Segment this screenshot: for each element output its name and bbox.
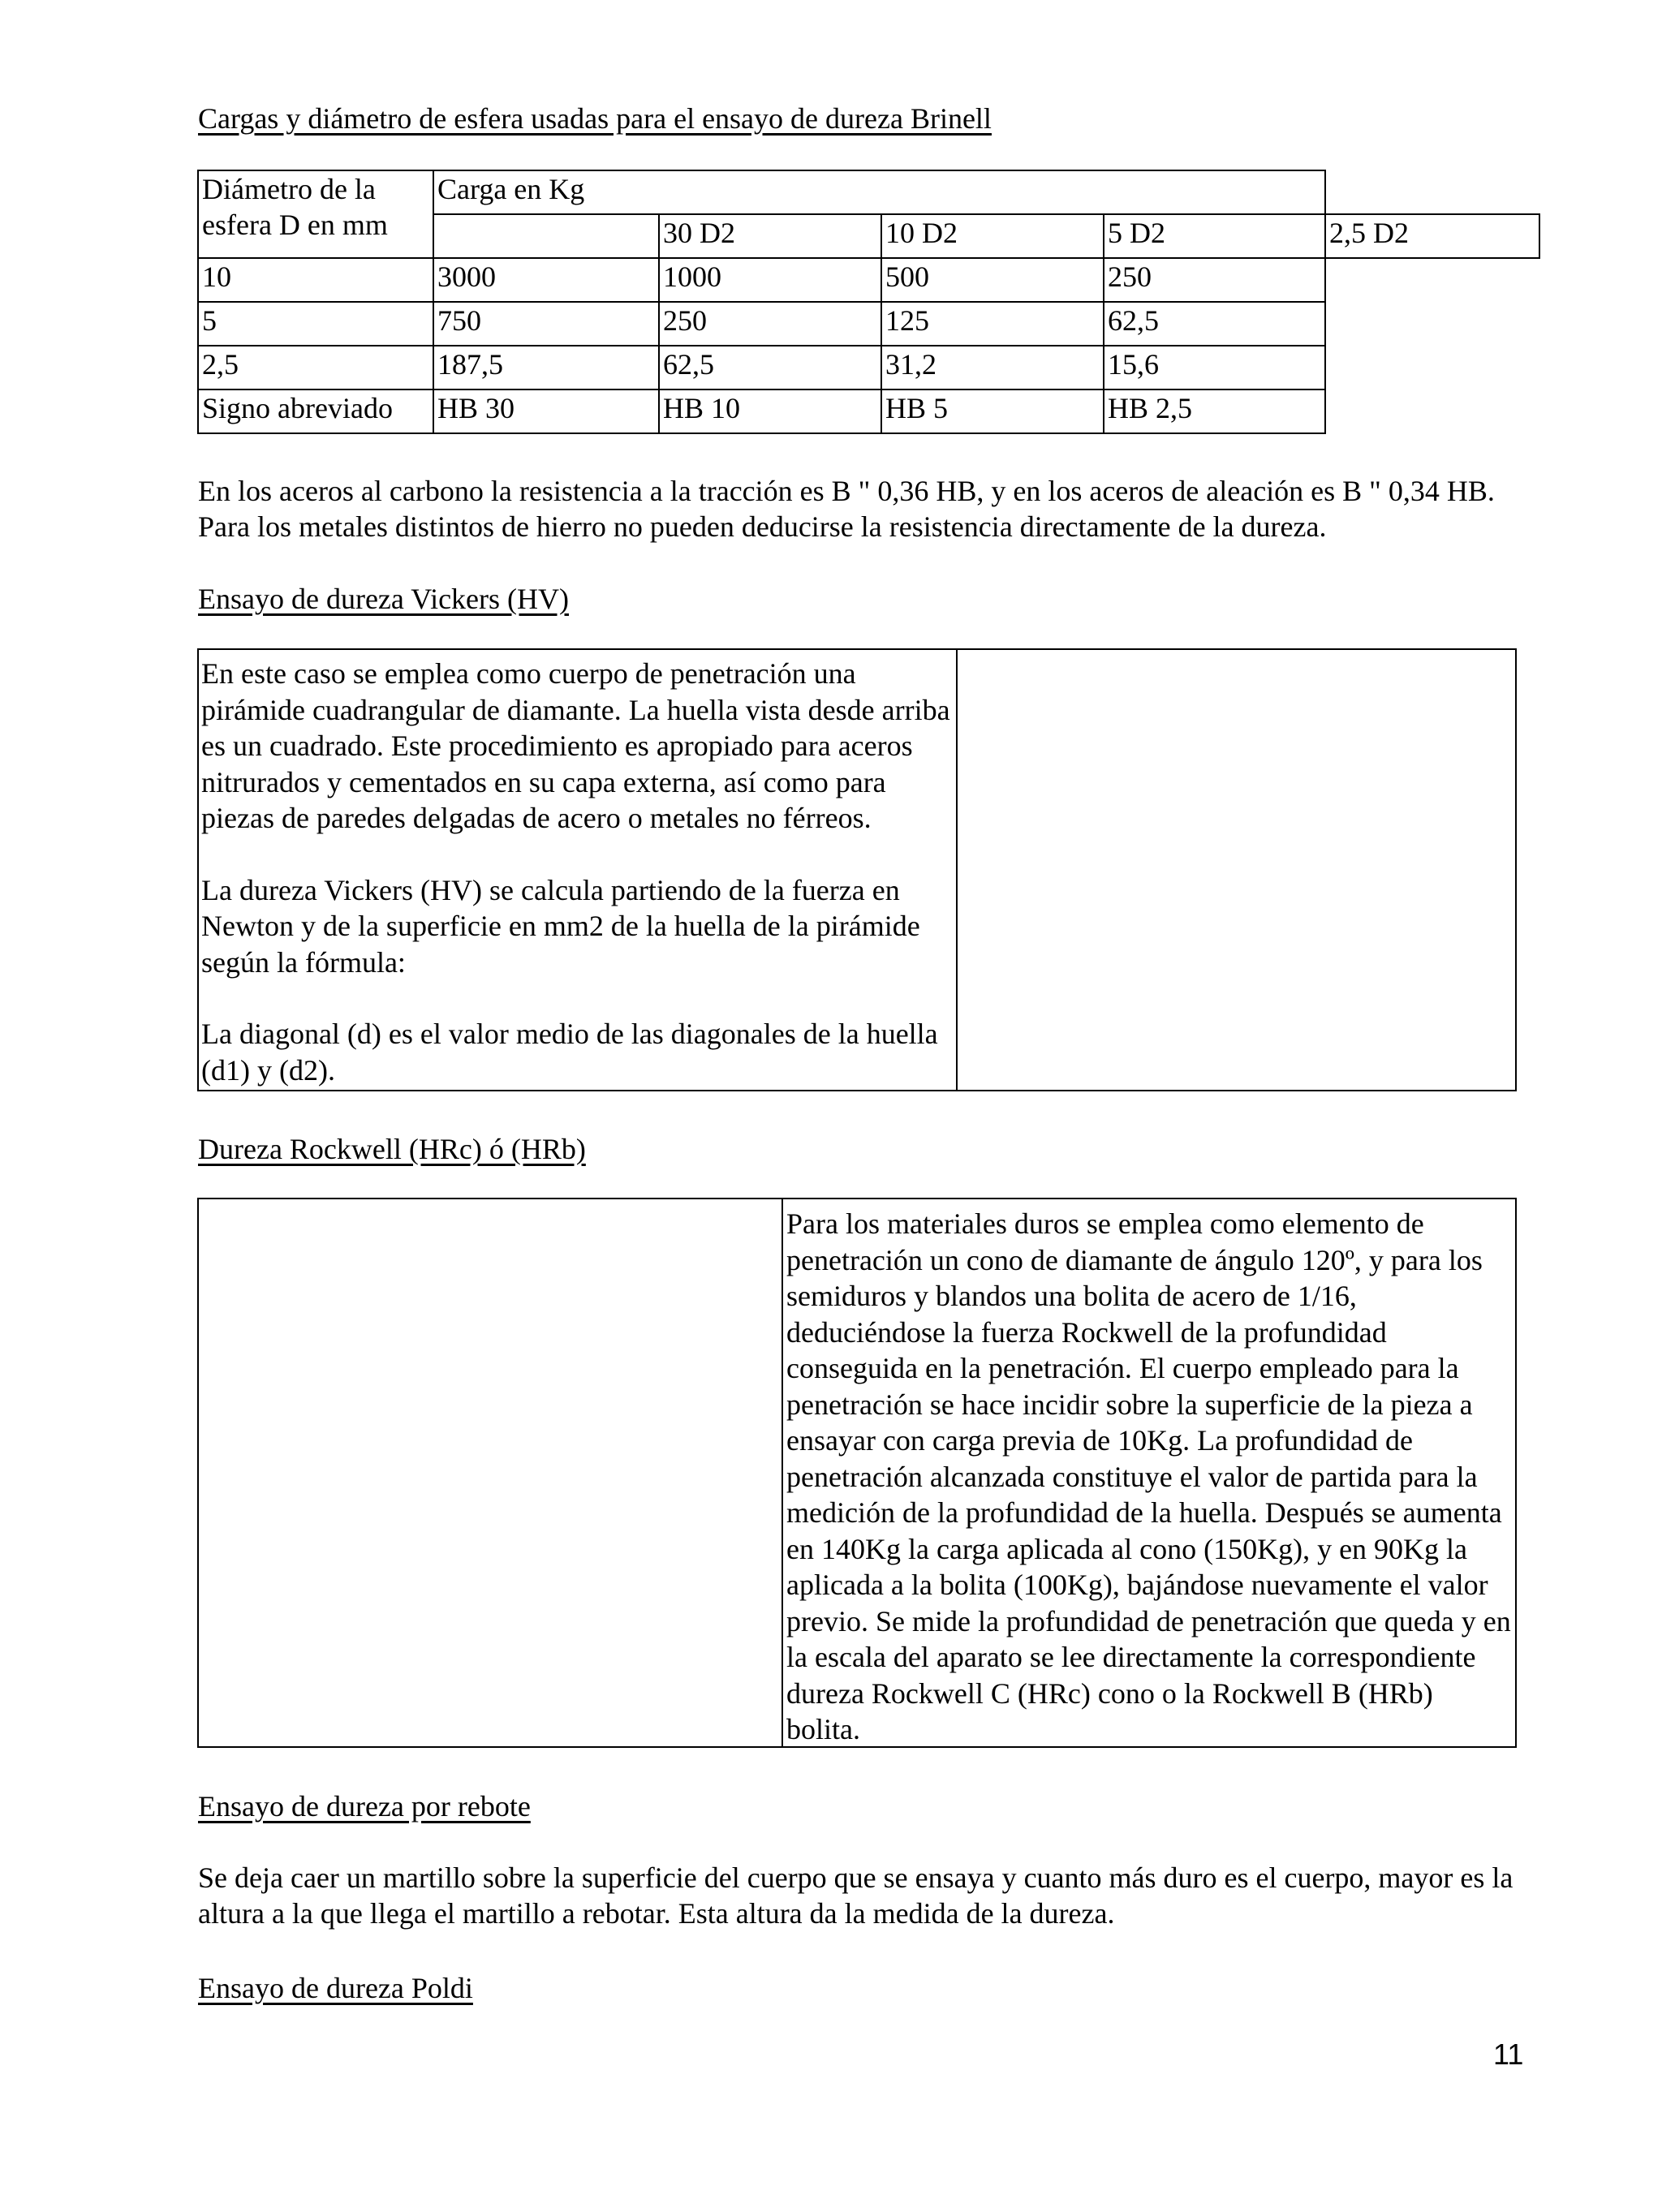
cell-value: Signo abreviado [202,392,393,424]
cell-value: HB 30 [437,392,515,424]
load-subheader-empty-cell [433,213,660,259]
table-cell [197,345,434,390]
page-number: 11 [1493,2038,1524,2071]
table-cell [881,389,1104,434]
vickers-divider [956,648,958,1091]
table-cell [658,257,882,303]
cell-value: 5 [202,304,217,337]
load-col-label: 5 D2 [1108,217,1165,249]
table-cell [197,301,434,346]
load-col-4 [1324,213,1540,259]
cell-value: 750 [437,304,481,337]
load-col-label: 30 D2 [663,217,735,249]
table-cell [1103,301,1326,346]
table-cell [433,345,660,390]
load-col-label: 10 D2 [885,217,958,249]
rockwell-paragraph: Para los materiales duros se emplea como elemento de penetración un cono de diamante de ángulo 120º, y para los semiduros y blandos una bolita de acero de 1/16, deduciéndose la fuerza Rockwell de la profundidad conseguida en la penetración. El cuerpo empleado para la penetración se hace incidir sobre la superficie de la pieza a ensayar con carga previa de 10Kg. La profundidad de penetración alcanzada constituye el valor de partida para la medición de la profundidad de la huella. Después se aumenta en 140Kg la carga aplicada al cono (150Kg), y en 90Kg la aplicada a la bolita (100Kg), bajándose nuevamente el valor previo. Se mide la profundidad de penetración que queda y en la escala del aparato se lee directamente la correspondiente dureza Rockwell C (HRc) cono o la Rockwell B (HRb) bolita. [786,1207,1511,1745]
table-cell [1103,389,1326,434]
cell-value: 15,6 [1108,348,1159,381]
rebote-paragraph: Se deja caer un martillo sobre la superficie del cuerpo que se ensaya y cuanto más duro es el cuerpo, mayor es la altura a la que llega el martillo a rebotar. Esta altura da la medida de la dureza. [198,1861,1513,1930]
aceros-paragraph: En los aceros al carbono la resistencia a la tracción es B " 0,36 HB, y en los aceros de aleación es B " 0,34 HB. Para los metales distintos de hierro no pueden deducirse la resistencia directamente de la dureza. [198,475,1495,543]
rockwell-divider [781,1198,783,1748]
table-cell [433,257,660,303]
cell-value: 10 [202,260,231,293]
table-cell [881,301,1104,346]
table-cell [197,257,434,303]
vickers-paragraph-3: La diagonal (d) es el valor medio de las diagonales de la huella (d1) y (d2). [201,1018,938,1087]
load-header-cell [433,170,1326,215]
cell-value: 250 [1108,260,1152,293]
cell-value: 187,5 [437,348,503,381]
vickers-text-cell [201,656,956,1088]
cell-value: HB 5 [885,392,949,424]
cell-value: 31,2 [885,348,936,381]
cell-value: 2,5 [202,348,239,381]
vickers-paragraph-2: La dureza Vickers (HV) se calcula partiendo de la fuerza en Newton y de la superficie en mm2 de la huella de la pirámide según la fórmula: [201,873,920,979]
rockwell-text-cell [786,1206,1513,1748]
cell-value: 62,5 [663,348,714,381]
load-col-label: 2,5 D2 [1329,217,1409,249]
cell-value: HB 10 [663,392,741,424]
cell-value: HB 2,5 [1108,392,1193,424]
cell-value: 125 [885,304,929,337]
table-cell [197,389,434,434]
load-col-2 [881,213,1104,259]
table-cell [658,389,882,434]
load-col-3 [1103,213,1326,259]
diameter-header-cell [197,170,434,259]
vickers-heading: Ensayo de dureza Vickers (HV) [198,583,569,615]
cell-value: 1000 [663,260,721,293]
vickers-paragraph-1: En este caso se emplea como cuerpo de penetración una pirámide cuadrangular de diamante. La huella vista desde arriba es un cuadrado. Este procedimiento es apropiado para aceros nitrurados y cementados en su capa externa, así como para piezas de paredes delgadas de acero o metales no férreos. [201,657,950,834]
table-cell [658,301,882,346]
diameter-header-text: Diámetro de la esfera D en mm [202,173,388,241]
table-cell [1103,257,1326,303]
brinell-heading: Cargas y diámetro de esfera usadas para el ensayo de dureza Brinell [198,102,992,135]
table-cell [881,257,1104,303]
rebote-heading: Ensayo de dureza por rebote [198,1790,531,1823]
load-header-text: Carga en Kg [437,173,585,205]
cell-value: 62,5 [1108,304,1159,337]
table-cell [433,389,660,434]
rockwell-heading: Dureza Rockwell (HRc) ó (HRb) [198,1133,586,1165]
load-col-1 [658,213,882,259]
cell-value: 3000 [437,260,496,293]
table-cell [433,301,660,346]
table-cell [1103,345,1326,390]
cell-value: 250 [663,304,707,337]
table-cell [658,345,882,390]
cell-value: 500 [885,260,929,293]
table-cell [881,345,1104,390]
poldi-heading: Ensayo de dureza Poldi [198,1972,473,2004]
